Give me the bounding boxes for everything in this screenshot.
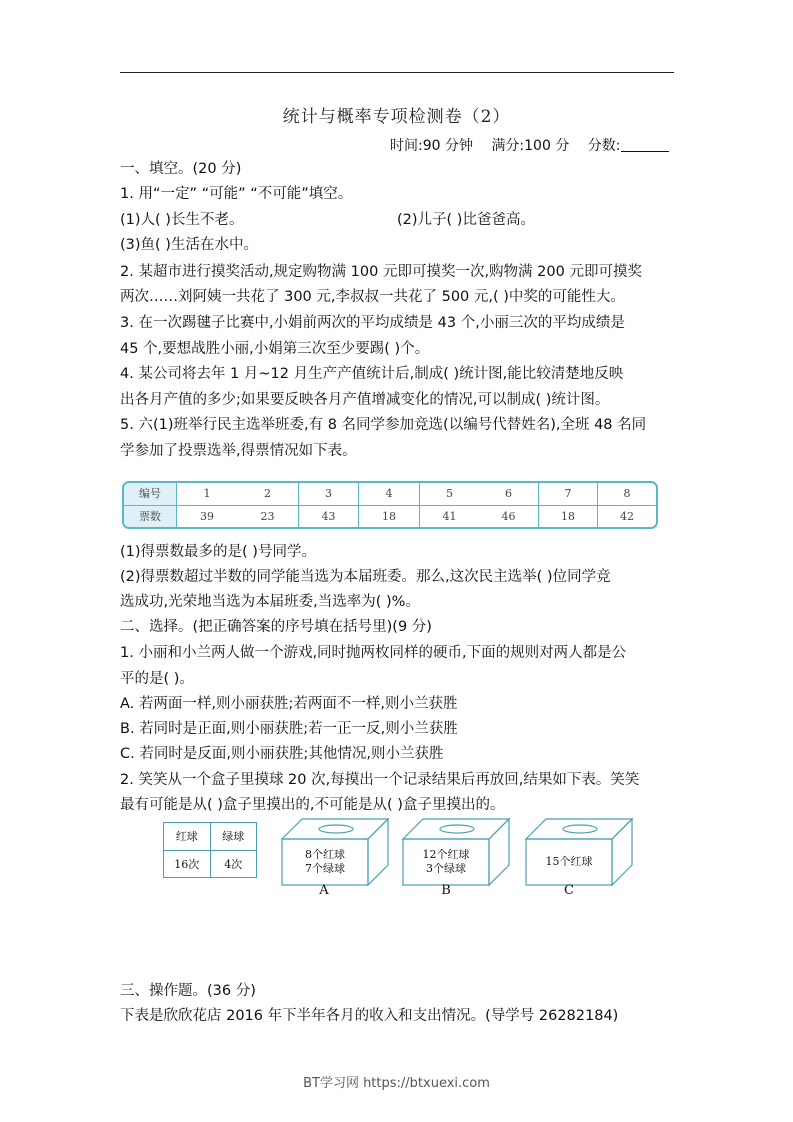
q5-sub2-line2: 选成功,光荣地当选为本届班委,当选率为( )%。	[120, 594, 420, 610]
vote-count-8: 42	[620, 510, 634, 523]
q4-line1: 4. 某公司将去年 1 月~12 月生产产值统计后,制成( )统计图,能比较清楚地反映	[120, 366, 624, 382]
q5-sub1: (1)得票数最多的是( )号同学。	[120, 544, 316, 560]
vote-row-counts	[124, 505, 656, 528]
time-limit: 时间:90 分钟	[390, 138, 473, 154]
red-ball-count: 16次	[174, 858, 200, 871]
vote-count-2: 23	[260, 510, 275, 523]
q5-line2: 学参加了投票选举,得票情况如下表。	[120, 443, 357, 459]
green-ball-header: 绿球	[210, 823, 257, 850]
s2-q1-line1: 1. 小丽和小兰两人做一个游戏,同时抛两枚同样的硬币,下面的规则对两人都是公	[120, 645, 627, 661]
vote-row-ids	[124, 483, 656, 505]
vote-id-7: 7	[564, 487, 572, 500]
full-score: 满分:100 分	[491, 138, 570, 154]
score-label: 分数:	[587, 138, 621, 154]
vote-header-id: 编号	[124, 483, 177, 505]
vote-id-1: 1	[203, 487, 211, 500]
box-a-line1: 8个红球	[305, 848, 345, 861]
box-b-line2: 3个绿球	[426, 862, 466, 875]
box-a	[280, 815, 390, 885]
vote-count-4: 18	[382, 510, 396, 523]
red-ball-header: 红球	[175, 830, 198, 843]
vote-table	[122, 481, 658, 529]
box-a-label: A	[319, 883, 329, 898]
q1-part3: (3)鱼( )生活在水中。	[120, 237, 258, 253]
exam-meta	[390, 135, 669, 155]
s2-q2-line1: 2. 笑笑从一个盒子里摸球 20 次,每摸出一个记录结果后再放回,结果如下表。笑笑	[120, 772, 640, 788]
vote-id-6: 6	[505, 487, 512, 500]
q2-line1: 2. 某超市进行摸奖活动,规定购物满 100 元即可摸奖一次,购物满 200 元即可摸奖	[120, 264, 642, 280]
box-c-line1: 15个红球	[545, 855, 593, 868]
s2-q1-option-c: C. 若同时是反面,则小丽获胜;其他情况,则小兰获胜	[120, 746, 444, 762]
vote-id-3: 3	[325, 487, 332, 500]
vote-id-2: 2	[264, 487, 271, 500]
q1-part1: (1)人( )长生不老。	[120, 212, 244, 228]
vote-count-7: 18	[561, 510, 575, 523]
vote-count-5: 41	[442, 510, 457, 523]
q1-stem: 1. 用“一定” “可能” “不可能”填空。	[120, 186, 353, 202]
draw-result-table	[163, 822, 257, 878]
section3-heading: 三、操作题。(36 分)	[120, 983, 256, 999]
score-blank[interactable]	[621, 137, 669, 152]
box-b-line1: 12个红球	[422, 848, 470, 861]
watermark: BT学习网 https://btxuexi.com	[303, 1076, 490, 1091]
q3-line1: 3. 在一次踢毽子比赛中,小娟前两次的平均成绩是 43 个,小丽三次的平均成绩是	[120, 315, 625, 331]
vote-id-5: 5	[446, 487, 453, 500]
box-a-line2: 7个绿球	[305, 862, 345, 875]
s2-q2-line2: 最有可能是从( )盒子里摸出的,不可能是从( )盒子里摸出的。	[120, 797, 505, 813]
q1-part2: (2)儿子( )比爸爸高。	[397, 212, 535, 228]
top-rule	[120, 72, 674, 73]
vote-count-3: 43	[321, 510, 336, 523]
q5-line1: 5. 六(1)班举行民主选举班委,有 8 名同学参加竞选(以编号代替姓名),全班 48 名同	[120, 417, 647, 433]
vote-id-8: 8	[623, 487, 631, 500]
box-c	[524, 815, 634, 885]
vote-count-1: 39	[200, 510, 214, 523]
s2-q1-line2: 平的是( )。	[120, 671, 194, 687]
q4-line2: 出各月产值的多少;如果要反映各月产值增减变化的情况,可以制成( )统计图。	[120, 392, 610, 408]
section3-intro: 下表是欣欣花店 2016 年下半年各月的收入和支出情况。(导学号 26282184)	[120, 1008, 619, 1024]
vote-id-4: 4	[385, 487, 393, 500]
green-ball-count: 4次	[210, 851, 257, 878]
box-b	[401, 815, 511, 885]
section2-heading: 二、选择。(把正确答案的序号填在括号里)(9 分)	[120, 619, 432, 635]
box-b-label: B	[441, 883, 451, 898]
page-title: 统计与概率专项检测卷（2）	[282, 107, 511, 127]
section1-heading: 一、填空。(20 分)	[120, 161, 242, 177]
q2-line2: 两次……刘阿姨一共花了 300 元,李叔叔一共花了 500 元,( )中奖的可能性大。	[120, 289, 625, 305]
q5-sub2-line1: (2)得票数超过半数的同学能当选为本届班委。那么,这次民主选举( )位同学竞	[120, 569, 611, 585]
q3-line2: 45 个,要想战胜小丽,小娟第三次至少要踢( )个。	[120, 341, 430, 357]
vote-header-count: 票数	[124, 506, 177, 528]
box-c-label: C	[564, 883, 574, 898]
s2-q1-option-a: A. 若两面一样,则小丽获胜;若两面不一样,则小兰获胜	[120, 696, 458, 712]
vote-count-6: 46	[501, 510, 516, 523]
s2-q1-option-b: B. 若同时是正面,则小丽获胜;若一正一反,则小兰获胜	[120, 721, 458, 737]
